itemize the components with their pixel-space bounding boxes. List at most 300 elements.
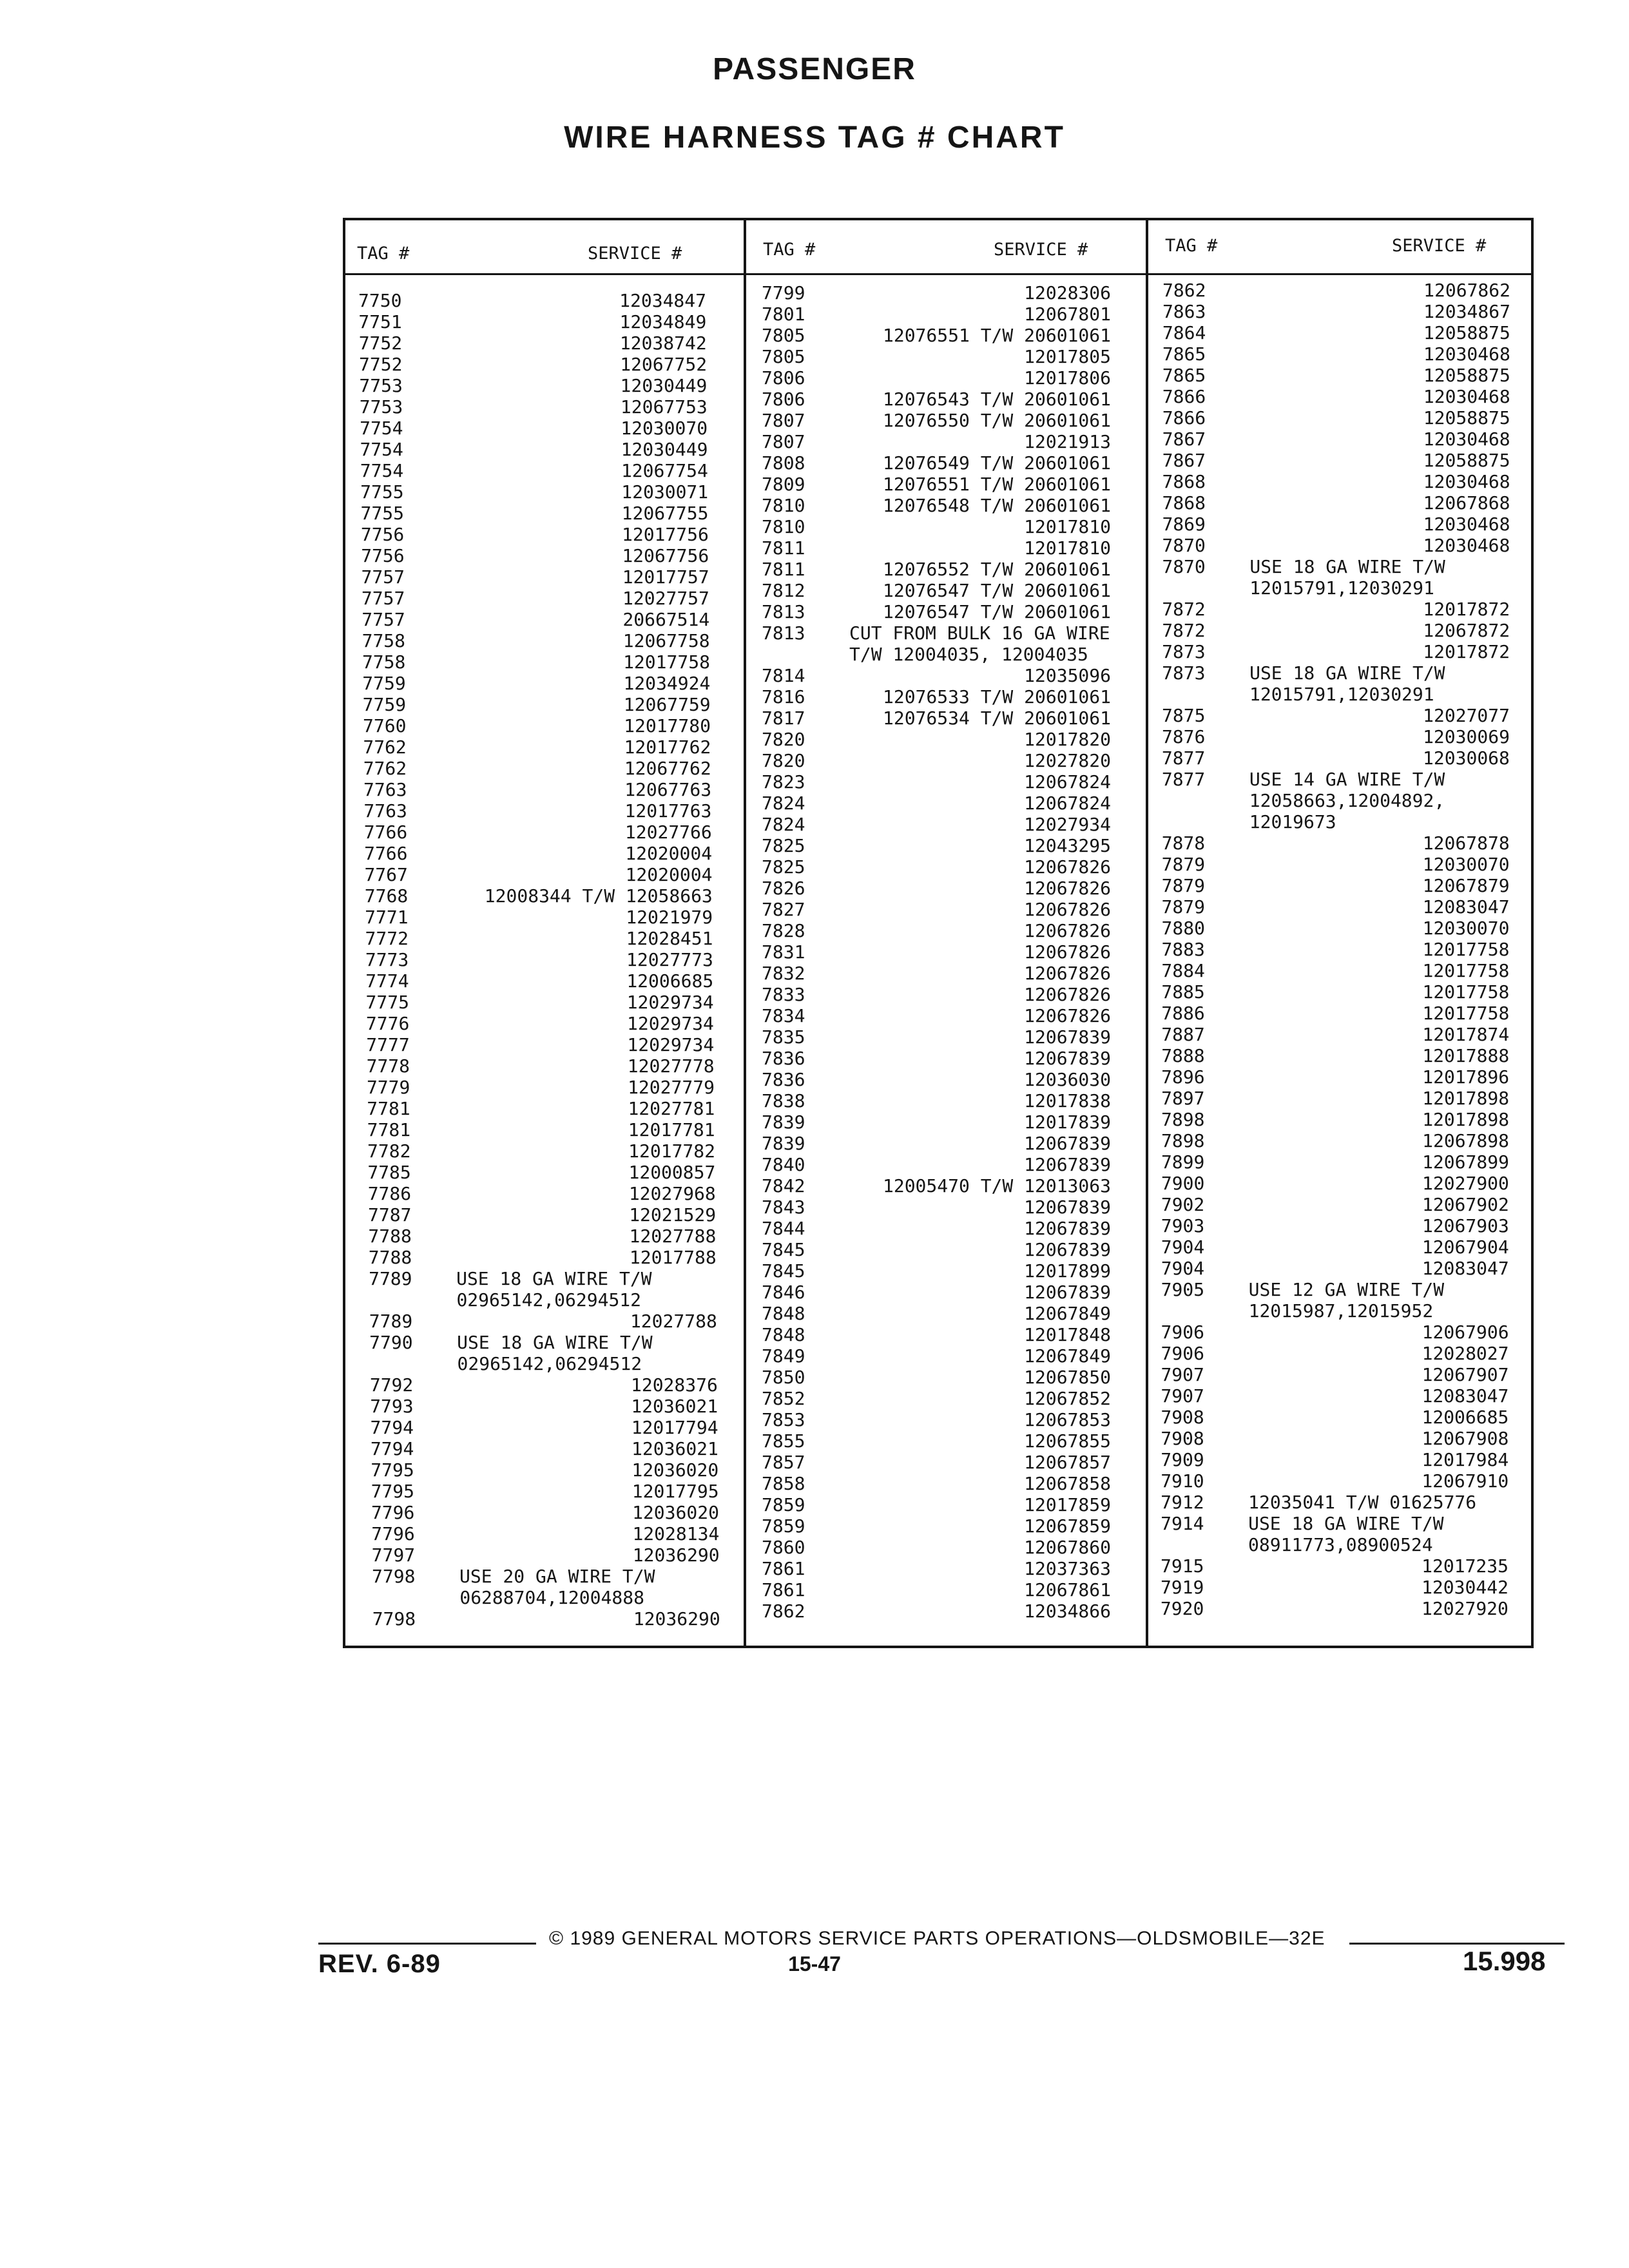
tag-number: 7858: [762, 1473, 805, 1494]
table-row: [762, 984, 1111, 1005]
table-row: [372, 1587, 720, 1608]
service-number: 12037363: [1024, 1558, 1111, 1579]
service-number: 12076547 T/W 20601061: [882, 601, 1111, 622]
service-number: 12067906: [1422, 1321, 1509, 1343]
table-row: [361, 588, 709, 609]
tag-number: 7880: [1161, 918, 1205, 939]
table-row: [1162, 280, 1510, 301]
service-number: 12030468: [1423, 386, 1510, 407]
table-row: [762, 707, 1111, 729]
tag-number: 7877: [1161, 769, 1206, 790]
tag-number: 7795: [371, 1481, 415, 1502]
chart-title: WIRE HARNESS TAG # CHART: [564, 120, 1065, 155]
service-number: 12017872: [1423, 599, 1510, 620]
tag-number: 7789: [369, 1311, 413, 1332]
table-row: [361, 545, 709, 566]
tag-number: 7779: [366, 1077, 410, 1098]
tag-number: 7845: [762, 1260, 805, 1282]
tag-number: 7793: [370, 1396, 414, 1417]
service-note: USE 18 GA WIRE T/W: [1248, 1513, 1444, 1534]
table-row: [363, 779, 711, 800]
service-number: 12017810: [1024, 537, 1111, 559]
table-row: [762, 1133, 1111, 1154]
service-number: 12017820: [1024, 729, 1111, 750]
table-row: [762, 367, 1111, 389]
table-row: [363, 758, 711, 779]
table-row: [369, 1268, 717, 1289]
table-row: [1162, 471, 1510, 492]
tag-number: 7757: [361, 609, 405, 630]
service-number: 12027900: [1422, 1173, 1509, 1194]
service-number: 12034867: [1423, 301, 1510, 322]
table-row: [364, 864, 712, 885]
service-number: 12067898: [1422, 1130, 1509, 1151]
service-number: 12027820: [1024, 750, 1111, 771]
table-row: [762, 1430, 1111, 1452]
tag-number: 7789: [369, 1268, 412, 1289]
table-row: [762, 1260, 1111, 1282]
table-row: [1162, 556, 1510, 577]
column-divider-2: [1146, 218, 1148, 1648]
service-number: 12076551 T/W 20601061: [882, 474, 1111, 495]
table-row: [762, 1069, 1111, 1090]
tag-number: 7846: [762, 1282, 805, 1303]
service-number: 12083047: [1422, 1258, 1509, 1279]
table-row: [368, 1204, 716, 1225]
service-number: 12076547 T/W 20601061: [882, 580, 1111, 601]
table-row: [762, 963, 1111, 984]
service-number: 12038742: [619, 332, 707, 354]
tag-number: 7794: [370, 1417, 414, 1438]
service-number: 12017888: [1422, 1045, 1510, 1066]
service-number: 12036290: [633, 1608, 720, 1629]
table-row: [371, 1523, 719, 1544]
service-note: USE 12 GA WIRE T/W: [1248, 1279, 1445, 1300]
tag-number: 7792: [369, 1374, 414, 1396]
service-number: 12005470 T/W 12013063: [882, 1175, 1111, 1196]
service-number: 12036030: [1024, 1069, 1111, 1090]
table-row: [372, 1566, 720, 1587]
tag-number: 7902: [1161, 1194, 1205, 1215]
tag-number: 7806: [762, 367, 805, 389]
column-divider-1: [744, 218, 746, 1648]
table-row: [361, 566, 709, 588]
tag-number: 7773: [365, 949, 409, 970]
revision-label: REV. 6-89: [318, 1950, 441, 1978]
tag-number: 7896: [1161, 1066, 1205, 1088]
service-number: 12036021: [631, 1396, 718, 1417]
table-row: [762, 793, 1111, 814]
table-row: [1162, 747, 1510, 769]
tag-number: 7872: [1162, 620, 1206, 641]
service-number: 12067826: [1024, 899, 1111, 920]
tag-number: 7805: [762, 346, 805, 367]
table-row: [762, 516, 1111, 537]
page-number: 15-47: [788, 1952, 841, 1975]
table-row: [369, 1289, 717, 1311]
tag-number: 7790: [369, 1332, 413, 1353]
table-row: [1161, 1003, 1509, 1024]
table-row: [1161, 1577, 1509, 1598]
tag-number: 7865: [1162, 365, 1206, 386]
table-row: [372, 1544, 720, 1566]
service-number: 12030449: [620, 375, 708, 396]
table-row: [1161, 1194, 1509, 1215]
tag-number: 7870: [1162, 535, 1206, 556]
tag-number: 7834: [762, 1005, 805, 1026]
table-row: [762, 1452, 1111, 1473]
tag-number: 7868: [1162, 471, 1206, 492]
table-left-border: [343, 218, 345, 1648]
table-row: [1161, 1258, 1509, 1279]
table-row: [762, 580, 1111, 601]
table-row: [762, 729, 1111, 750]
service-number: 12017984: [1422, 1449, 1509, 1470]
table-row: [762, 1388, 1111, 1409]
table-row: [1162, 832, 1510, 854]
table-row: [762, 771, 1111, 793]
tag-number: 7860: [762, 1537, 805, 1558]
service-number: 12058875: [1423, 322, 1510, 343]
table-row: [1162, 790, 1510, 811]
tag-number: 7867: [1162, 450, 1206, 471]
tag-number: 7826: [762, 878, 805, 899]
service-number: 12058875: [1423, 450, 1510, 471]
table-row: [359, 332, 707, 354]
tag-number: 7859: [762, 1494, 805, 1515]
tag-number: 7853: [762, 1409, 805, 1430]
tag-number: 7807: [762, 431, 805, 452]
tag-number: 7788: [368, 1247, 412, 1268]
tag-number: 7870: [1162, 556, 1206, 577]
service-number: 12058875: [1423, 407, 1510, 428]
table-row: [1161, 1534, 1509, 1555]
table-row: [1162, 620, 1510, 641]
service-number: 12017872: [1423, 641, 1510, 662]
tag-number: 7757: [361, 588, 405, 609]
service-number: 12017758: [1422, 960, 1510, 981]
service-number: 12017794: [631, 1417, 718, 1438]
table-row: [1162, 386, 1510, 407]
service-number: 12017758: [623, 651, 710, 673]
tag-number: 7825: [762, 835, 805, 856]
table-row: [762, 1090, 1111, 1111]
tag-number: 7849: [762, 1345, 805, 1367]
table-row: [762, 537, 1111, 559]
table-row: [362, 630, 710, 651]
service-number: 12067853: [1024, 1409, 1111, 1430]
tag-number: 7842: [762, 1175, 805, 1196]
table-row: [762, 325, 1111, 346]
service-number: 12067826: [1024, 1005, 1111, 1026]
table-row: [369, 1247, 717, 1268]
table-row: [1162, 322, 1510, 343]
table-row: [1161, 1449, 1509, 1470]
table-row: [370, 1353, 718, 1374]
service-note: USE 20 GA WIRE T/W: [459, 1566, 655, 1587]
table-row: [1161, 1428, 1509, 1449]
service-number: 12076551 T/W 20601061: [882, 325, 1111, 346]
table-row: [364, 822, 712, 843]
tag-number: 7776: [365, 1013, 410, 1034]
service-number: 12017758: [1422, 939, 1510, 960]
tag-number: 7863: [1162, 301, 1206, 322]
tag-number: 7781: [367, 1098, 410, 1119]
service-note: USE 14 GA WIRE T/W: [1249, 769, 1445, 790]
table-row: [762, 835, 1111, 856]
service-note: T/W 12004035, 12004035: [849, 644, 1088, 665]
service-number: 12021979: [626, 907, 713, 928]
tag-number: 7774: [365, 970, 409, 992]
tag-number: 7755: [360, 503, 404, 524]
table-row: [762, 644, 1111, 665]
tag-number: 7867: [1162, 428, 1206, 450]
service-number: 12030070: [1422, 918, 1510, 939]
service-number: 12067907: [1422, 1364, 1509, 1385]
service-number: 12027077: [1423, 705, 1510, 726]
tag-number: 7865: [1162, 343, 1206, 365]
service-number: 12028134: [632, 1523, 720, 1544]
tag-number: 7796: [371, 1502, 415, 1523]
col2-header-service: SERVICE #: [994, 240, 1088, 260]
table-row: [371, 1481, 719, 1502]
tag-number: 7879: [1161, 875, 1206, 896]
table-row: [762, 1154, 1111, 1175]
table-row: [1161, 1364, 1509, 1385]
table-row: [762, 601, 1111, 622]
table-row: [364, 843, 712, 864]
service-number: 12006685: [1422, 1407, 1509, 1428]
table-row: [365, 907, 713, 928]
service-number: 12028451: [626, 928, 713, 949]
table-row: [366, 1013, 714, 1034]
tag-number: 7900: [1161, 1173, 1205, 1194]
service-note: 02965142,06294512: [456, 1289, 642, 1311]
service-number: 12067839: [1024, 1133, 1111, 1154]
tag-number: 7877: [1161, 747, 1206, 769]
table-row: [762, 920, 1111, 941]
tag-number: 7795: [371, 1459, 414, 1481]
table-row: [1162, 662, 1510, 684]
tag-number: 7909: [1161, 1449, 1204, 1470]
service-number: 12067849: [1024, 1345, 1111, 1367]
service-number: 12028376: [630, 1374, 718, 1396]
service-number: 12076549 T/W 20601061: [882, 452, 1111, 474]
service-note: USE 18 GA WIRE T/W: [1249, 662, 1445, 684]
service-number: 12029734: [627, 1034, 715, 1055]
tag-number: 7760: [363, 715, 407, 736]
service-number: 12036290: [632, 1544, 720, 1566]
table-row: [762, 389, 1111, 410]
table-row: [1162, 407, 1510, 428]
table-row: [367, 1055, 715, 1077]
tag-number: 7806: [762, 389, 805, 410]
service-note: 12058663,12004892,: [1249, 790, 1445, 811]
table-row: [369, 1332, 717, 1353]
table-row: [762, 559, 1111, 580]
table-row: [762, 303, 1111, 325]
document-number: 15.998: [1463, 1946, 1546, 1976]
service-number: 12067839: [1024, 1282, 1111, 1303]
service-number: 12027934: [1024, 814, 1111, 835]
service-number: 12067839: [1024, 1239, 1111, 1260]
tag-number: 7878: [1161, 832, 1206, 854]
tag-number: 7906: [1161, 1321, 1204, 1343]
tag-number: 7879: [1161, 854, 1206, 875]
service-number: 12067826: [1024, 920, 1111, 941]
service-number: 12067857: [1024, 1452, 1111, 1473]
tag-number: 7814: [762, 665, 805, 686]
table-row: [358, 290, 706, 311]
table-row: [762, 495, 1111, 516]
table-row: [1161, 1088, 1509, 1109]
tag-number: 7852: [762, 1388, 805, 1409]
table-row: [361, 503, 709, 524]
service-number: 12067756: [622, 545, 709, 566]
table-row: [762, 622, 1111, 644]
tag-number: 7915: [1161, 1555, 1204, 1577]
service-number: 12067758: [622, 630, 710, 651]
service-number: 12006685: [626, 970, 714, 992]
table-row: [762, 1473, 1111, 1494]
table-row: [1162, 726, 1510, 747]
service-number: 12067754: [621, 460, 708, 481]
footer-rule-right: [1349, 1943, 1565, 1945]
tag-chart-table: [343, 218, 1534, 1649]
tag-number: 7848: [762, 1303, 805, 1324]
tag-number: 7831: [762, 941, 805, 963]
tag-number: 7859: [762, 1515, 805, 1537]
service-number: 12083047: [1422, 1385, 1509, 1407]
service-number: 12067759: [623, 694, 711, 715]
table-row: [762, 1537, 1111, 1558]
service-note: 02965142,06294512: [457, 1353, 642, 1374]
service-number: 12034924: [623, 673, 711, 694]
table-row: [370, 1396, 718, 1417]
table-row: [359, 354, 707, 375]
table-row: [762, 750, 1111, 771]
service-number: 12029734: [627, 1013, 714, 1034]
tag-number: 7869: [1162, 514, 1206, 535]
table-row: [1162, 428, 1510, 450]
tag-number: 7861: [762, 1558, 805, 1579]
service-number: 12067861: [1024, 1579, 1111, 1600]
table-row: [1162, 896, 1510, 918]
tag-number: 7839: [762, 1111, 805, 1133]
tag-number: 7766: [363, 822, 408, 843]
tag-number: 7777: [366, 1034, 410, 1055]
service-number: 12027788: [630, 1311, 717, 1332]
table-row: [762, 1600, 1111, 1622]
tag-number: 7817: [762, 707, 805, 729]
table-row: [1162, 684, 1510, 705]
tag-number: 7798: [372, 1608, 416, 1629]
service-number: 12067878: [1422, 832, 1510, 854]
service-note: USE 18 GA WIRE T/W: [456, 1268, 652, 1289]
table-row: [762, 941, 1111, 963]
service-number: 12076550 T/W 20601061: [882, 410, 1111, 431]
tag-number: 7805: [762, 325, 805, 346]
service-number: 12067852: [1024, 1388, 1111, 1409]
service-number: 12017788: [629, 1247, 717, 1268]
table-row: [366, 1034, 714, 1055]
tag-number: 7904: [1161, 1258, 1205, 1279]
page-title: PASSENGER: [713, 52, 916, 86]
tag-number: 7866: [1162, 386, 1206, 407]
table-row: [1162, 641, 1510, 662]
service-number: 12067763: [624, 779, 712, 800]
tag-number: 7768: [364, 885, 409, 907]
table-row: [361, 609, 709, 630]
table-row: [360, 396, 708, 418]
table-row: [1162, 599, 1510, 620]
tag-number: 7888: [1161, 1045, 1205, 1066]
tag-number: 7839: [762, 1133, 805, 1154]
service-number: 12067826: [1024, 984, 1111, 1005]
service-number: 12017859: [1024, 1494, 1111, 1515]
table-row: [363, 715, 711, 736]
service-number: 12030468: [1423, 428, 1510, 450]
tag-number: 7772: [365, 928, 409, 949]
tag-number: 7753: [359, 375, 403, 396]
tag-number: 7825: [762, 856, 805, 878]
table-row: [762, 1324, 1111, 1345]
table-row: [762, 1026, 1111, 1048]
service-number: 12027788: [629, 1225, 717, 1247]
tag-number: 7843: [762, 1196, 805, 1218]
table-row: [370, 1374, 718, 1396]
tag-number: 7862: [762, 1600, 805, 1622]
table-row: [1161, 1173, 1509, 1194]
table-row: [1162, 343, 1510, 365]
tag-number: 7872: [1162, 599, 1206, 620]
table-row: [360, 439, 708, 460]
service-number: 12067801: [1024, 303, 1111, 325]
service-number: 12067850: [1024, 1367, 1111, 1388]
service-number: 12067826: [1024, 963, 1111, 984]
tag-number: 7908: [1161, 1428, 1204, 1449]
tag-number: 7782: [367, 1140, 411, 1162]
service-number: 12017805: [1024, 346, 1111, 367]
tag-number: 7897: [1161, 1088, 1205, 1109]
table-row: [762, 1196, 1111, 1218]
service-number: 12017899: [1024, 1260, 1111, 1282]
table-row: [762, 282, 1111, 303]
table-row: [1162, 450, 1510, 471]
tag-number: 7755: [360, 481, 404, 503]
tag-number: 7751: [358, 311, 402, 332]
service-number: 12017756: [621, 524, 709, 545]
table-row: [363, 736, 711, 758]
tag-number: 7898: [1161, 1109, 1205, 1130]
table-row: [1162, 577, 1510, 599]
tag-number: 7811: [762, 559, 805, 580]
table-row: [762, 1282, 1111, 1303]
service-number: 12067908: [1422, 1428, 1509, 1449]
service-number: 12017874: [1422, 1024, 1510, 1045]
table-row: [360, 460, 708, 481]
table-row: [762, 1345, 1111, 1367]
tag-number: 7920: [1160, 1598, 1204, 1619]
tag-number: 7848: [762, 1324, 805, 1345]
table-row: [362, 673, 710, 694]
table-row: [1162, 918, 1510, 939]
tag-number: 7808: [762, 452, 805, 474]
service-number: 12027781: [628, 1098, 715, 1119]
service-number: 12067904: [1422, 1236, 1509, 1258]
tag-number: 7907: [1161, 1385, 1204, 1407]
tag-number: 7861: [762, 1579, 805, 1600]
